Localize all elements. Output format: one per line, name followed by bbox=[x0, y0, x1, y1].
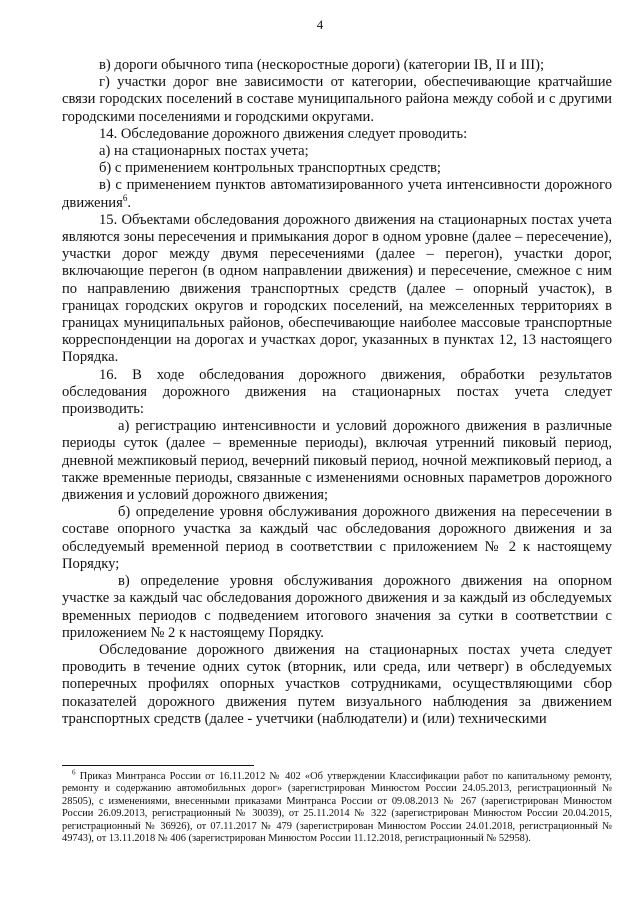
paragraph-13-item-v: в) дороги обычного типа (нескоростные дороги) (категории IB, II и III); bbox=[99, 57, 545, 73]
document-body bbox=[62, 57, 612, 728]
paragraph-14-item-v-end: . bbox=[127, 194, 131, 211]
footnote-number: 6 bbox=[72, 768, 76, 777]
paragraph-14-item-v bbox=[62, 177, 612, 211]
footnote-text: Приказ Минтранса России от 16.11.2012 № 402 «Об утверждении Классификации работ по капитальному ремонту, ремонту и содержанию автомобильных дорог» (зарегистрирован Минюстом России 24.05.2013, регистрационный № 28505), с изменениями, внесенными приказами Минтранса России от 09.08.2013 № 267 (зарегистрирован Минюстом России 26.09.2013, регистрационный № 30039), от 25.11.2014 № 322 (зарегистрирован Минюстом России 20.04.2015, регистрационный № 36926), от 07.11.2017 № 479 (зарегистрирован Минюстом России 24.01.2018, регистрационный № 49743), от 13.11.2018 № 406 (зарегистрирован Минюстом России 11.12.2018, регистрационный № 52958). bbox=[62, 771, 612, 845]
paragraph-14-item-v-text: в) с применением пунктов автоматизированного учета интенсивности дорожного движения bbox=[62, 177, 612, 211]
footnote bbox=[62, 768, 612, 845]
paragraph-survey-procedure: Обследование дорожного движения на стационарных постах учета следует проводить в течение одних суток (вторник, или среда, или четверг) в обследуемых поперечных профилях опорных участков сотрудниками, осуществляющими сбор показателей дорожного движения путем визуального наблюдения за движением транспортных средств (далее - учетчики (наблюдатели) и (или) техническими bbox=[62, 641, 612, 727]
paragraph-15: 15. Объектами обследования дорожного движения на стационарных постах учета являются зоны пересечения и примыкания дорог в одном уровне (далее – пересечение), участки дорог между двумя пересечениями (далее – перегон), участки дорог, включающие перегон (в одном направлении движения) и пересечение, смежное с ним по направлению движения транспортных средств (далее – опорный участок), в границах городских округов и городских поселений, на межселенных территориях в границах муниципальных районов, обеспечивающие наиболее массовые транспортные корреспонденции на дорогах и участках дорог, указанных в пунктах 12, 13 настоящего Порядка. bbox=[62, 211, 612, 366]
paragraph-14-item-b: б) с применением контрольных транспортных средств; bbox=[99, 160, 441, 177]
paragraph-14-item-a: а) на стационарных постах учета; bbox=[99, 143, 309, 160]
page-number: 4 bbox=[316, 17, 324, 32]
paragraph-16: 16. В ходе обследования дорожного движения, обработки результатов обследования дорожного движения на стационарных постах учета следует производить: bbox=[62, 366, 612, 418]
paragraph-16-item-b: б) определение уровня обслуживания дорожного движения на пересечении в составе опорного участка за каждый час обследования дорожного движения и за обследуемый временной период в соответствии с приложением № 2 к настоящему Порядку; bbox=[62, 504, 612, 572]
paragraph-13-item-g: г) участки дорог вне зависимости от категории, обеспечивающие кратчайшие связи городских поселений в составе муниципального района между собой и с другими городскими поселениями и городскими округами. bbox=[62, 74, 612, 125]
footnote-6 bbox=[62, 768, 612, 845]
paragraph-14: 14. Обследование дорожного движения следует проводить: bbox=[99, 125, 468, 142]
footnote-reference: 6 bbox=[122, 192, 128, 203]
footnote-separator bbox=[62, 765, 254, 766]
paragraph-16-item-a: а) регистрацию интенсивности и условий дорожного движения в различные периоды суток (далее – временные периоды), включая утренний пиковый период, дневной межпиковый период, вечерний пиковый период, ночной межпиковый период, а также временные периоды, связанные с изменениями основных параметров дорожного движения и условий дорожного движения; bbox=[62, 418, 612, 504]
paragraph-16-item-v: в) определение уровня обслуживания дорожного движения на опорном участке за каждый час обследования дорожного движения и за каждый из обследуемых временных периодов с подведением итогового значения за сутки в соответствии с приложением № 2 к настоящему Порядку. bbox=[62, 573, 612, 641]
